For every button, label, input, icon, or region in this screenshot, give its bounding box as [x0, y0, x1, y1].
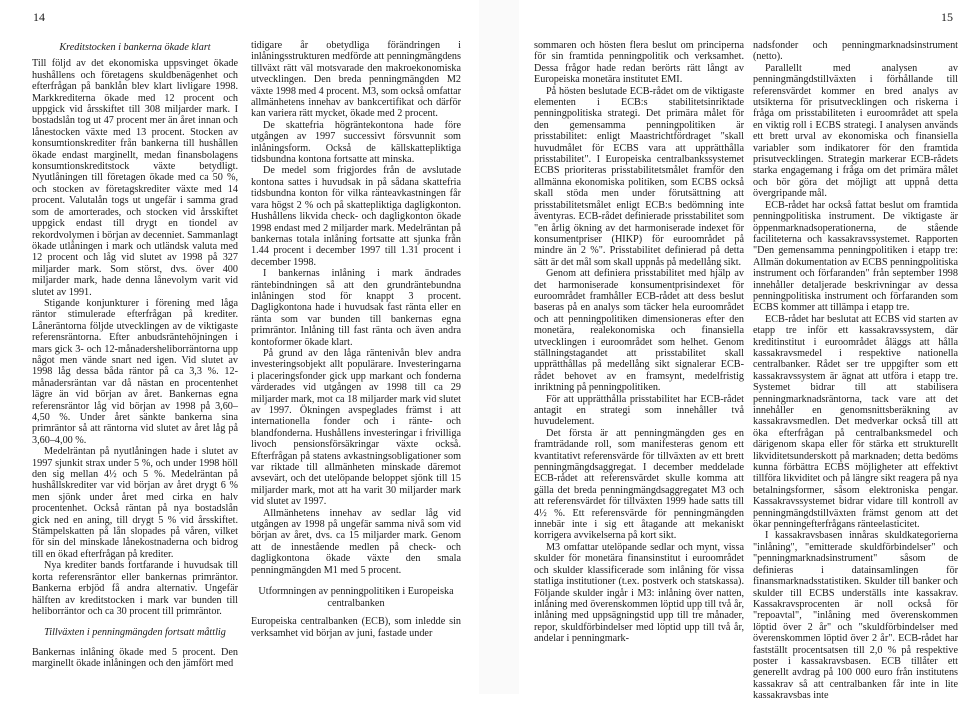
paragraph: Medelräntan på nyutlåningen hade i slutet av 1997 sjunkit strax under 5 %, och under 1998 höll den sig mellan 4½ och 5 %. Medelräntan på hushållskrediter var vid början av året drygt 6 % men sjönk under året med cirka en halv procentenhet. Också räntan på nya bostadslån gick ned en aning, till drygt 5 % vid årsskiftet. Stämpelskatten på lån slopades på våren, vilket för sin del minskade lånekostnaderna och bidrog till en ökad efterfrågan på krediter.: [32, 446, 238, 560]
paragraph: nadsfonder och penningmarknadsinstrument (netto).: [753, 40, 958, 63]
paragraph: Nya krediter bands fortfarande i huvudsak till korta referensräntor eller bankernas primräntor. Bankerna erbjöd få andra alternativ. Ungefär hälften av kreditstocken i mark var bunden till heliborräntor och ca 30 procent till primräntor.: [32, 560, 238, 617]
page-number-left: 14: [33, 10, 45, 24]
paragraph: Det första är att penningmängden ges en framträdande roll, som manifesteras genom ett kvantitativt referensvärde för tillväxten av ett brett penningmängdsaggregat. I december meddelade ECB-rådet att referensvärdet skulle komma att gälla det breda penningmängdsaggregatet M3 och att referensvärdet för tillväxten 1999 hade satts till 4½ %. Ett referensvärde för penningmängden innebär inte i sig ett åtagande att mekaniskt korrigera avvikelserna på kort sikt.: [534, 427, 744, 542]
paragraph: På hösten beslutade ECB-rådet om de viktigaste elementen i ECB:s stabilitetsinriktade penningpolitiska strategi. Det primära målet för den gemensamma penningpolitiken är prisstabilitet: enligt Maastrichtfördraget "skall huvudmålet för ECBS vara att upprätthålla prisstabilitet". I Europeiska centralbankssystemet ECBS prioriteras prisstabilitetsmålet framför den allmänna ekonomiska politiken, som ECBS också skall stöda men under förutsättning att prisstabilitetsmålet enligt ECB:s bedömning inte äventyras. ECB-rådet definierade prisstabilitet som "en årlig ökning av det harmoniserade indexet för konsumentpriser (HIKP) för euroområdet på mindre än 2 %". Prisstabilitet definierad på detta sätt är det mål som skall uppnås på medellång sikt.: [534, 85, 744, 268]
paragraph: I bankernas inlåning i mark ändrades räntebindningen så att den grundräntebundna inlåningen stod för knappt 3 procent. Dagligkontona hade i huvudsak fast ränta eller en ränta som var bunden till bankernas egna primräntor. Inlåning till fast ränta och även andra kontoformer ökade klart.: [251, 268, 461, 348]
paragraph: På grund av den låga räntenivån blev andra investeringsobjekt allt populärare. Investeringarna i placeringsfonder gick upp markant och fonderna värderades vid utgången av 1998 till ca 29 miljarder mark, mot ca 18 miljarder mark vid slutet av 1997. Ökningen avspeglades främst i att internationella fonder och i ränte- och blandfonderna. Hushållens investeringar i frivilliga livoch pensionsförsäkringar växte också. Efterfrågan på statens avkastningsobligationer som var riktade till allmänheten minskade däremot avsevärt, och det utelöpande beloppet sjönk till 15 miljarder mark, mot att ha varit 30 miljarder mark vid slutet av 1997.: [251, 347, 461, 508]
section-heading-ecb-policy: Utformningen av penningpolitiken i Europeiska centralbanken: [258, 586, 454, 610]
paragraph: Genom att definiera prisstabilitet med hjälp av det harmoniserade konsumentprisindexet för euroområdet framhåller ECB-rådet att dess beslut baseras på en analys som täcker hela euroområdet och att penningpolitiken dimensioneras efter den monetära, realekonomiska och finansiella utvecklingen i euroområdet som helhet. Genom ställningstagandet att prisstabilitet skall upprätthållas på medellång sikt signalerar ECB-rådet behovet av en framsynt, medelfristig inriktning på penningpolitiken.: [534, 268, 744, 394]
paragraph: Europeiska centralbanken (ECB), som inledde sin verksamhet vid början av juni, fastade under: [251, 616, 461, 639]
text-column-1: [32, 40, 238, 670]
paragraph: sommaren och hösten flera beslut om principerna för sin framtida penningpolitik och verksamhet. Dessa frågor hade redan berörts rätt långt av Europeiska monetära institutet EMI.: [534, 40, 744, 86]
section-heading-money-supply: Tillväxten i penningmängden fortsatt måttlig: [44, 627, 226, 639]
paragraph: M3 omfattar utelöpande sedlar och mynt, vissa skulder för monetära finansinstitut i euroområdet och skulder klassificerade som inlåning för vissa statliga institutioner (t.ex. postverk och statskassa). Följande skulder ingår i M3: inlåning över natten, inlåning med överenskommen löptid upp till två år, inlåning med uppsägningstid upp till tre månader, repor, skuldförbindelser med löptid upp till två år, andelar i penningmark-: [534, 541, 744, 645]
paragraph: Allmänhetens innehav av sedlar låg vid utgången av 1998 på ungefär samma nivå som vid början av året, dvs. ca 15 miljarder mark. Genom att de innestående medlen på check- och dagligkontona ökade växte den smala penningmängden M1 med 5 procent.: [251, 507, 461, 576]
text-column-2: [251, 40, 461, 639]
page-gutter: [479, 0, 519, 694]
paragraph: Till följd av det ekonomiska uppsvinget ökade hushållens och företagens skuldbenägenhet och efterfrågan på banklån blev klart livligare 1998. Markkrediterna ökade med 12 procent och uppgick vid årsskiftet till 308 miljarder mark. I bostadslån tog ut 47 procent mer än året innan och lånestocken växte med 13 procent. Stocken av konsumtionskrediter från bankerna till hushållen ökade endast marginellt, medan finansbolagens konsumtionskreditstock växte betydligt. Nyutlåningen till företagen ökade med ca 50 %, och stocken av företagskrediter växte med 14 procent. Valutalån togs ut ungefär i samma grad som de amorterades, och stocken vid årsskiftet uppgick endast till drygt en tiondel av rekordvolymen i början av decenniet. Sammanlagt ökade utlåningen i mark och utländsk valuta med 12 procent och låg vid slutet av 1998 på 327 miljarder mark. Som störst, dvs. över 400 miljarder mark, hade denna lånevolym varit vid slutet av 1991.: [32, 58, 238, 298]
paragraph: De skattefria högräntekontona hade före utgången av 1997 successivt försvunnit som inlåningsform. Också de källskattepliktiga tidsbundna kontona fortsatte att minska.: [251, 119, 461, 166]
page-number-right: 15: [941, 10, 953, 24]
paragraph: ECB-rådet har beslutat att ECBS vid starten av etapp tre inför ett kassakravssystem, där kreditinstitut i euroområdet åläggs att hålla kassakravsmedel i respektive nationella centralbanker. Rådet ser tre uppgifter som ett kassakravssystem är ägnat att utföra i etapp tre. Systemet bidrar till att stabilisera penningmarknadsräntorna, tack vare att det innehåller en genomsnittsberäkning av kassakravsmedlen. Det medverkar också till att öka efterfrågan på centralbanksmedel och därigenom skapa eller för stärka ett strukturellt likviditetsunderskott på marknaden; detta bedöms kunna förbättra ECBS möjligheter att effektivt tillföra likviditet och på längre sikt reagera på nya betalningsformer, såsom elektroniska pengar. Kassakravssystemet bidrar vidare till kontroll av penningmängdstillväxten främst genom att det ökar penningefterfrågans ränteelasticitet.: [753, 313, 958, 531]
paragraph: De medel som frigjordes från de avslutade kontona sattes i huvudsak in på sådana skattefria tidsbundna konton för vilka ränteavkastningen får vara högst 2 % och på skattepliktiga dagligkonton. Hushållens likvida check- och dagligkonton ökade 1998 endast med 2 miljarder mark. Medelräntan på bankernas totala inlåning fortsatte att sjunka från 1.44 procent i december 1997 till 1.31 procent i december 1998.: [251, 165, 461, 268]
paragraph: Bankernas inlåning ökade med 5 procent. Den marginellt ökade inlåningen och den jämfört med: [32, 646, 238, 670]
paragraph: I kassakravsbasen innåras skuldkategorierna "inlåning", "emitterade skuldförbindelser" och "penningmarknadsinstrument" såsom de definieras i datainsamlingen för finansmarknadsstatistiken. Skulder till banker och skulder till ECBS underställs inte kassakrav. Kassakravsprocenten är noll också för "repoavtal", "inlåning med överenskommen löptid över 2 år" och "skuldförbindelser med överenskommen löptid över 2 år". ECB-rådet har fastställt procentsatsen till 2,0 % på respektive poster i kassakravsbasen. ECB tillåter ett generellt avdrag på 100 000 euro från institutens kassakrav så att centralbanken får inte in lite kassakravsbas inte: [753, 530, 958, 702]
paragraph: För att upprätthålla prisstabilitet har ECB-rådet antagit en strategi som innehåller två huvudelement.: [534, 393, 744, 428]
paragraph: ECB-rådet har också fattat beslut om framtida penningpolitiska instrument. De viktigaste är öppenmarknadsoperationerna, de stående faciliteterna och kassakravssystemet. Rapporten "Den gemensamma penningpolitiken i etapp tre: Allmän dokumentation av ECBS penningpolitiska instrument och förfaranden" från september 1998 innehåller detaljerade beskrivningar av dessa penningpolitiska instrument och förfaranden som ECBS kommer att tillämpa i etapp tre.: [753, 199, 958, 314]
paragraph: Stigande konjunkturer i förening med låga räntor stimulerade efterfrågan på krediter. Låneräntorna följde utvecklingen av de viktigaste referensräntorna. Efter anbudsräntehöjningen i mars gick 3- och 12-månadersheliborräntorna upp något men vände snart ned igen. Vid slutet av 1998 låg dessa båda räntor på ca 3,3 %. 12-månadersräntan var då nästan en procentenhet lägre än vid början av året. Bankernas egna referensräntor låg vid början av 1998 på 3,60–4,50 %. Under året sänkte bankerna sina primräntor så att räntorna vid slutet av året låg på 3,60–4,00 %.: [32, 297, 238, 446]
paragraph: tidigare år obetydliga förändringen i inlåningsstrukturen medförde att penningmängdens tillväxt rätt väl motsvarade den makroekonomiska utvecklingen. Den breda penningmängden M2 växte 1998 med 4 procent. M3, som också omfattar allmänhetens innehav av bankcertifikat och därför kan variera rätt mycket, ökade med 2 procent.: [251, 40, 461, 120]
text-column-4: [753, 40, 958, 702]
paragraph: Parallellt med analysen av penningmängdstillväxten i förhållande till referensvärdet kommer en bred analys av utsikterna för prisutvecklingen och riskerna i fråga om prisstabiliteten i euroområdet att spela en viktig roll i ECBS strategi. I analysen används ett brett urval av ekonomiska och finansiella variabler som indikatorer för den framtida prisutvecklingen. Strategin markerar ECB-rådets starka engagemang i fråga om det primära målet och bör göra det möjligt att uppnå detta övergripande mål.: [753, 62, 958, 200]
section-heading-credit-stock: Kreditstocken i bankerna ökade klart: [59, 42, 211, 53]
text-column-3: [534, 40, 744, 645]
